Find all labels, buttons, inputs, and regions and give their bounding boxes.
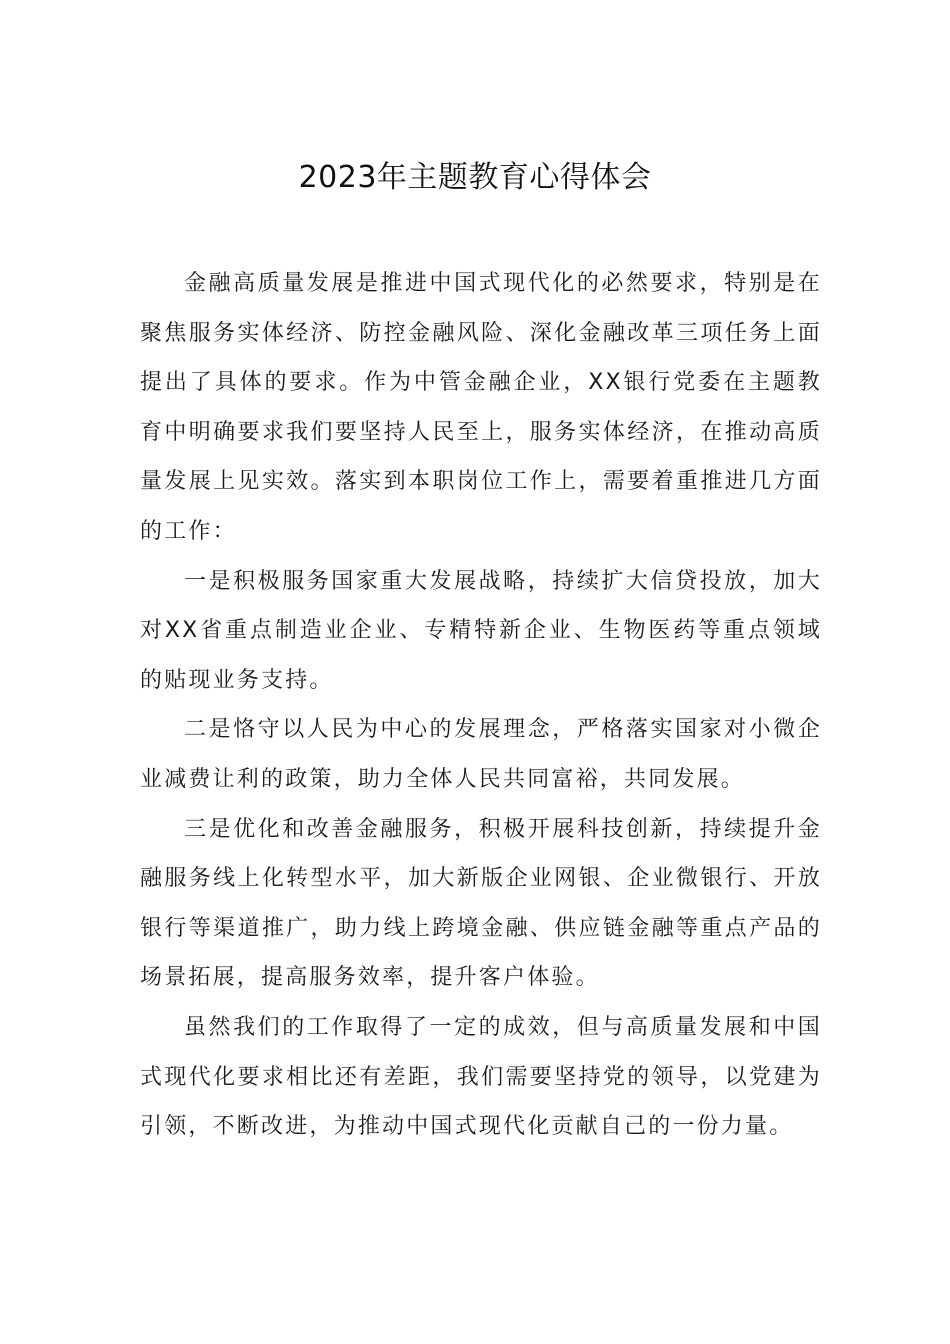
document-body (140, 259, 822, 1152)
document-title: 2023年主题教育心得体会 (298, 160, 652, 195)
paragraph-point-two: 二是恪守以人民为中心的发展理念，严格落实国家对小微企业减费让利的政策，助力全体人民共同富裕，共同发展。 (140, 717, 822, 792)
paragraph-point-one: 一是积极服务国家重大发展战略，持续扩大信贷投放，加大对XX省重点制造业企业、专精特新企业、生物医药等重点领域的贴现业务支持。 (140, 568, 822, 693)
paragraph-intro: 金融高质量发展是推进中国式现代化的必然要求，特别是在聚焦服务实体经济、防控金融风险、深化金融改革三项任务上面提出了具体的要求。作为中管金融企业，XX银行党委在主题教育中明确要求我们要坚持人民至上，服务实体经济，在推动高质量发展上见实效。落实到本职岗位工作上，需要着重推进几方面的工作： (140, 271, 822, 544)
paragraph-conclusion: 虽然我们的工作取得了一定的成效，但与高质量发展和中国式现代化要求相比还有差距，我们需要坚持党的领导，以党建为引领，不断改进，为推动中国式现代化贡献自己的一份力量。 (140, 1014, 822, 1140)
paragraph-point-three: 三是优化和改善金融服务，积极开展科技创新，持续提升金融服务线上化转型水平，加大新版企业网银、企业微银行、开放银行等渠道推广，助力线上跨境金融、供应链金融等重点产品的场景拓展，提高服务效率，提升客户体验。 (140, 816, 822, 991)
